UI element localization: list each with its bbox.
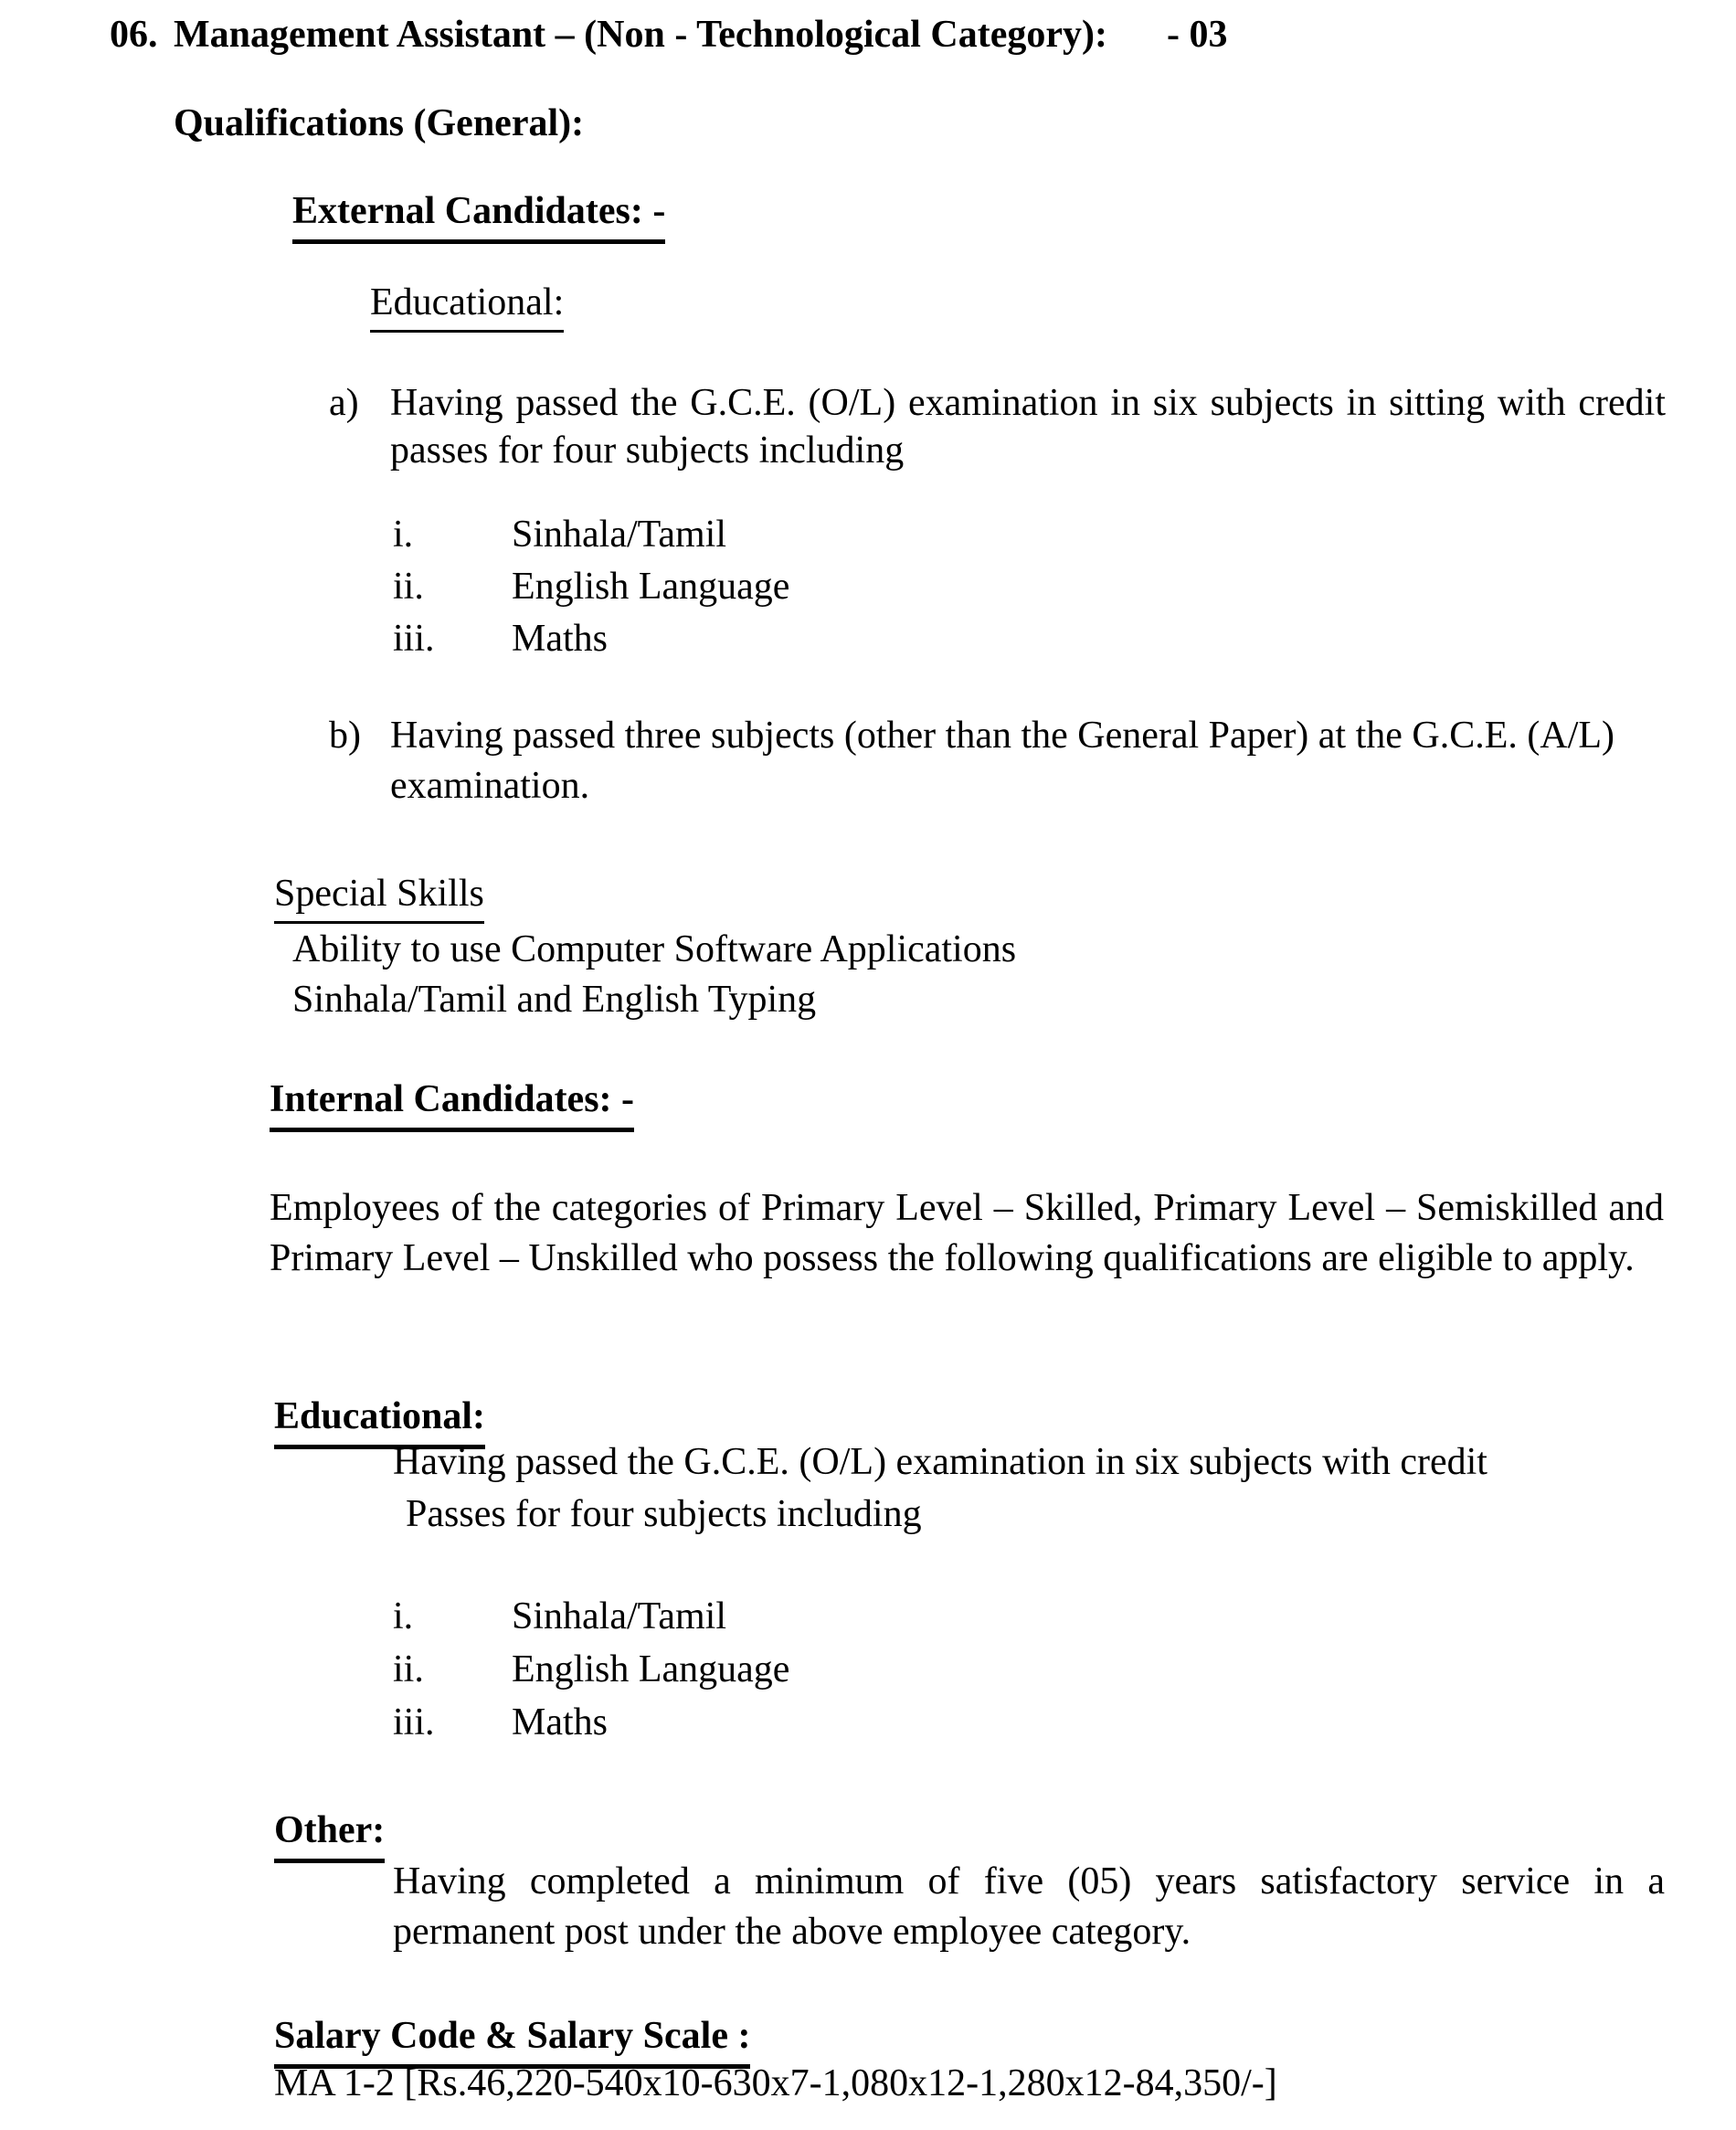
special-skills-list	[292, 925, 1016, 1025]
list-item	[393, 1590, 789, 1643]
item-b-marker: b)	[329, 715, 361, 757]
list-item	[393, 561, 789, 613]
list-item-marker: ii.	[393, 566, 424, 608]
qualifications-heading: Qualifications (General):	[174, 102, 585, 144]
item-b-text: Having passed three subjects (other than the General Paper) at the G.C.E. (A/L) examination.	[390, 715, 1615, 807]
item-a-marker: a)	[329, 382, 359, 424]
title-text: Management Assistant – (Non - Technological Category):	[174, 14, 1107, 56]
salary-scale-value: MA 1-2 [Rs.46,220-540x10-630x7-1,080x12-1,280x12-84,350/-]	[274, 2062, 1277, 2104]
external-candidates-heading: External Candidates: -	[292, 185, 665, 244]
list-item-label: Maths	[512, 1701, 608, 1743]
salary-heading: Salary Code & Salary Scale :	[274, 2010, 750, 2069]
external-educational-heading: Educational:	[370, 277, 564, 333]
list-item-marker: ii.	[393, 1648, 424, 1690]
internal-educational-text	[393, 1436, 1487, 1541]
list-item-marker: i.	[393, 1595, 414, 1637]
special-skill-item: Sinhala/Tamil and English Typing	[292, 979, 817, 1021]
list-item-label: Sinhala/Tamil	[512, 1595, 727, 1637]
internal-educational-line1: Having passed the G.C.E. (O/L) examination in six subjects with credit	[393, 1441, 1487, 1483]
external-item-b	[329, 711, 1669, 811]
internal-subject-list	[393, 1590, 789, 1749]
list-item-label: English Language	[512, 1648, 790, 1690]
list-item-marker: iii.	[393, 1701, 435, 1743]
list-item-label: Sinhala/Tamil	[512, 514, 727, 556]
title-number: 06.	[110, 14, 158, 56]
list-item	[393, 613, 789, 665]
external-item-a	[329, 379, 1666, 474]
list-item	[393, 1643, 789, 1696]
list-item-label: Maths	[512, 618, 608, 660]
special-skills-heading: Special Skills	[274, 868, 484, 924]
special-skill-item: Ability to use Computer Software Applications	[292, 928, 1017, 970]
external-subject-list	[393, 509, 789, 665]
list-item-marker: i.	[393, 514, 414, 556]
document-title	[110, 9, 1227, 60]
list-item-marker: iii.	[393, 618, 435, 660]
list-item	[393, 1696, 789, 1749]
other-heading: Other:	[274, 1805, 385, 1863]
list-item-label: English Language	[512, 566, 790, 608]
other-paragraph: Having completed a minimum of five (05) years satisfactory service in a permanent post under the above employee category.	[393, 1860, 1665, 1953]
internal-educational-heading: Educational:	[274, 1391, 485, 1449]
item-a-text: Having passed the G.C.E. (O/L) examination in six subjects in sitting with credit passes for four subjects including	[390, 382, 1666, 472]
internal-intro-paragraph: Employees of the categories of Primary Level – Skilled, Primary Level – Semiskilled and Primary Level – Unskilled who possess the following qualifications are eligible to apply.	[270, 1187, 1664, 1279]
vacancy-count: - 03	[1166, 14, 1228, 56]
internal-educational-line2: Passes for four subjects including	[406, 1493, 922, 1535]
list-item	[393, 509, 789, 561]
internal-candidates-heading: Internal Candidates: -	[270, 1074, 634, 1132]
